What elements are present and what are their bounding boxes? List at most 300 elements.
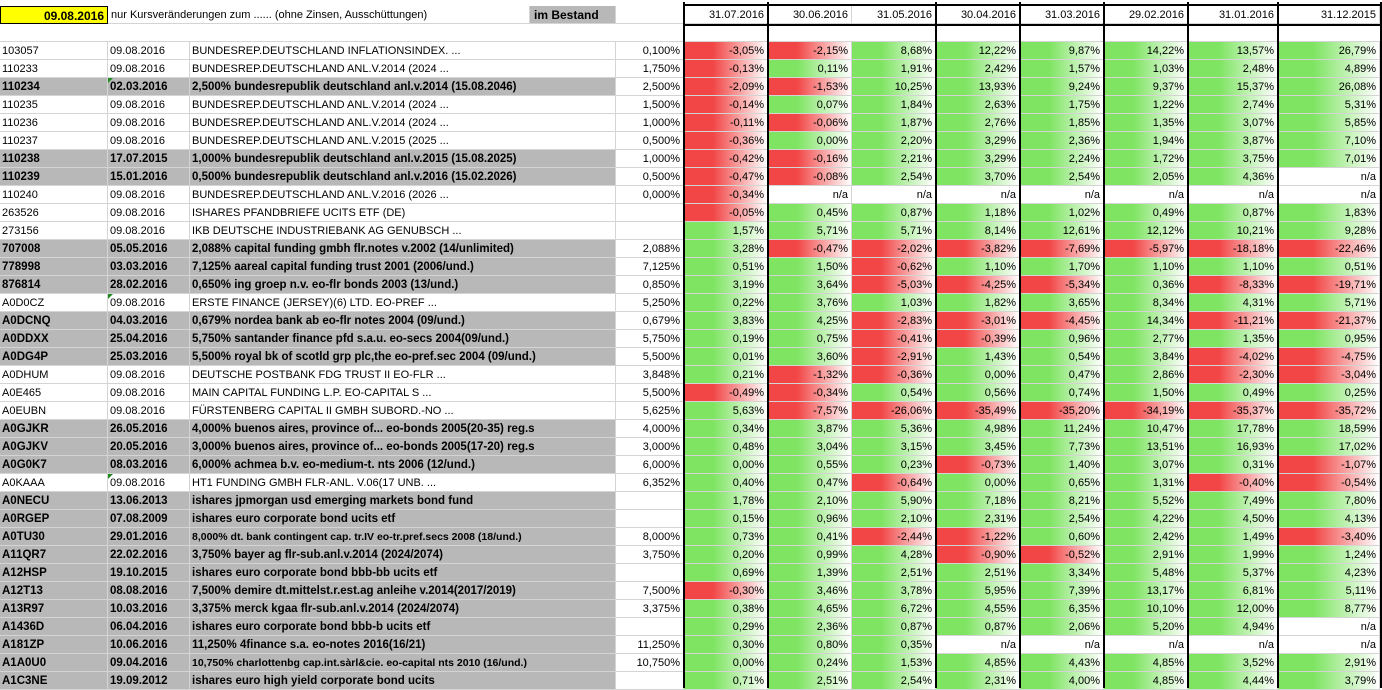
change-cell[interactable]: 1,50%: [768, 258, 852, 276]
change-cell[interactable]: 10,47%: [1104, 420, 1188, 438]
date-cell[interactable]: 04.03.2016: [108, 312, 190, 330]
change-cell[interactable]: 1,57%: [1020, 60, 1104, 78]
change-cell[interactable]: 0,20%: [684, 546, 768, 564]
change-cell[interactable]: -0,39%: [936, 330, 1020, 348]
change-cell[interactable]: 1,82%: [936, 294, 1020, 312]
change-cell[interactable]: 13,17%: [1104, 582, 1188, 600]
change-cell[interactable]: 1,57%: [684, 222, 768, 240]
change-cell[interactable]: 3,04%: [768, 438, 852, 456]
change-cell[interactable]: 7,10%: [1278, 132, 1380, 150]
date-cell[interactable]: 09.04.2016: [108, 654, 190, 672]
change-cell[interactable]: -2,83%: [852, 312, 936, 330]
change-cell[interactable]: 0,54%: [1020, 348, 1104, 366]
change-cell[interactable]: 13,93%: [936, 78, 1020, 96]
change-cell[interactable]: 3,52%: [1188, 654, 1278, 672]
change-cell[interactable]: 10,25%: [852, 78, 936, 96]
wkn-cell[interactable]: 273156: [0, 222, 108, 240]
change-cell[interactable]: n/a: [1278, 168, 1380, 186]
change-cell[interactable]: 4,50%: [1188, 510, 1278, 528]
change-cell[interactable]: 0,47%: [768, 474, 852, 492]
change-cell[interactable]: 6,81%: [1188, 582, 1278, 600]
date-cell[interactable]: 09.08.2016: [108, 222, 190, 240]
change-cell[interactable]: 3,34%: [1020, 564, 1104, 582]
date-cell[interactable]: 09.08.2016: [108, 60, 190, 78]
change-cell[interactable]: 0,55%: [768, 456, 852, 474]
date-cell[interactable]: 09.08.2016: [108, 204, 190, 222]
change-cell[interactable]: -0,62%: [852, 258, 936, 276]
change-cell[interactable]: 4,22%: [1104, 510, 1188, 528]
change-cell[interactable]: -2,15%: [768, 42, 852, 60]
wkn-cell[interactable]: A0KAAA: [0, 474, 108, 492]
change-cell[interactable]: -19,71%: [1278, 276, 1380, 294]
date-cell[interactable]: 25.04.2016: [108, 330, 190, 348]
coupon-cell[interactable]: 5,500%: [616, 384, 684, 402]
change-cell[interactable]: n/a: [852, 186, 936, 204]
change-cell[interactable]: 5,31%: [1278, 96, 1380, 114]
change-cell[interactable]: 0,87%: [936, 618, 1020, 636]
change-cell[interactable]: -21,37%: [1278, 312, 1380, 330]
change-cell[interactable]: 0,51%: [1278, 258, 1380, 276]
change-cell[interactable]: 3,07%: [1188, 114, 1278, 132]
name-cell[interactable]: ishares euro corporate bond bbb-bb ucits etf: [190, 564, 616, 582]
change-cell[interactable]: 0,21%: [684, 366, 768, 384]
coupon-cell[interactable]: 3,375%: [616, 600, 684, 618]
change-cell[interactable]: 0,00%: [936, 474, 1020, 492]
change-cell[interactable]: 2,54%: [852, 168, 936, 186]
wkn-cell[interactable]: 110240: [0, 186, 108, 204]
change-cell[interactable]: 1,78%: [684, 492, 768, 510]
change-cell[interactable]: 2,36%: [1020, 132, 1104, 150]
change-cell[interactable]: -0,47%: [768, 240, 852, 258]
coupon-cell[interactable]: 6,352%: [616, 474, 684, 492]
change-cell[interactable]: 5,11%: [1278, 582, 1380, 600]
change-cell[interactable]: 4,65%: [768, 600, 852, 618]
bestand-cell[interactable]: im Bestand: [530, 6, 616, 24]
change-cell[interactable]: -0,05%: [684, 204, 768, 222]
name-cell[interactable]: 3,375% merck kgaa flr-sub.anl.v.2014 (2024/2074): [190, 600, 616, 618]
change-cell[interactable]: 3,19%: [684, 276, 768, 294]
change-cell[interactable]: 4,44%: [1188, 672, 1278, 690]
change-cell[interactable]: -1,07%: [1278, 456, 1380, 474]
change-cell[interactable]: n/a: [1020, 186, 1104, 204]
change-cell[interactable]: 1,03%: [852, 294, 936, 312]
date-cell[interactable]: 06.04.2016: [108, 618, 190, 636]
change-cell[interactable]: 1,35%: [1188, 330, 1278, 348]
change-cell[interactable]: 4,23%: [1278, 564, 1380, 582]
name-cell[interactable]: 6,000% achmea b.v. eo-medium-t. nts 2006 (12/und.): [190, 456, 616, 474]
name-cell[interactable]: BUNDESREP.DEUTSCHLAND ANL.V.2016 (2026 ...: [190, 186, 616, 204]
change-cell[interactable]: 12,12%: [1104, 222, 1188, 240]
wkn-cell[interactable]: 876814: [0, 276, 108, 294]
date-cell[interactable]: 10.06.2016: [108, 636, 190, 654]
change-cell[interactable]: 0,54%: [852, 384, 936, 402]
date-cell[interactable]: 19.09.2012: [108, 672, 190, 690]
change-cell[interactable]: n/a: [1188, 186, 1278, 204]
change-cell[interactable]: -0,41%: [852, 330, 936, 348]
change-cell[interactable]: 3,84%: [1104, 348, 1188, 366]
name-cell[interactable]: BUNDESREP.DEUTSCHLAND INFLATIONSINDEX. ...: [190, 42, 616, 60]
date-cell[interactable]: 17.07.2015: [108, 150, 190, 168]
change-cell[interactable]: 0,31%: [1188, 456, 1278, 474]
name-cell[interactable]: 5,750% santander finance pfd s.a.u. eo-secs 2004(09/und.): [190, 330, 616, 348]
name-cell[interactable]: 10,750% charlottenbg cap.int.sàrl&cie. eo-capital nts 2010 (16/und.): [190, 654, 616, 672]
wkn-cell[interactable]: A12HSP: [0, 564, 108, 582]
change-cell[interactable]: -0,40%: [1188, 474, 1278, 492]
change-cell[interactable]: -0,16%: [768, 150, 852, 168]
change-cell[interactable]: 2,51%: [768, 672, 852, 690]
change-cell[interactable]: 0,30%: [684, 636, 768, 654]
change-cell[interactable]: 5,52%: [1104, 492, 1188, 510]
name-cell[interactable]: HT1 FUNDING GMBH FLR-ANL. V.06(17 UNB. ...: [190, 474, 616, 492]
change-cell[interactable]: 8,34%: [1104, 294, 1188, 312]
change-cell[interactable]: 0,75%: [768, 330, 852, 348]
change-cell[interactable]: 2,36%: [768, 618, 852, 636]
wkn-cell[interactable]: A1A0U0: [0, 654, 108, 672]
coupon-cell[interactable]: 1,500%: [616, 96, 684, 114]
change-cell[interactable]: 7,18%: [936, 492, 1020, 510]
change-cell[interactable]: 5,36%: [852, 420, 936, 438]
change-cell[interactable]: 14,34%: [1104, 312, 1188, 330]
change-cell[interactable]: 2,63%: [936, 96, 1020, 114]
change-cell[interactable]: 1,35%: [1104, 114, 1188, 132]
change-cell[interactable]: n/a: [1278, 636, 1380, 654]
date-cell[interactable]: 28.02.2016: [108, 276, 190, 294]
change-cell[interactable]: 11,24%: [1020, 420, 1104, 438]
change-cell[interactable]: 4,43%: [1020, 654, 1104, 672]
change-cell[interactable]: 0,00%: [936, 366, 1020, 384]
change-cell[interactable]: 0,41%: [768, 528, 852, 546]
change-cell[interactable]: 14,22%: [1104, 42, 1188, 60]
date-cell[interactable]: 09.08.2016: [108, 294, 190, 312]
change-cell[interactable]: 2,20%: [852, 132, 936, 150]
change-cell[interactable]: -2,02%: [852, 240, 936, 258]
name-cell[interactable]: 8,000% dt. bank contingent cap. tr.IV eo-tr.pref.secs 2008 (18/und.): [190, 528, 616, 546]
coupon-cell[interactable]: 4,000%: [616, 420, 684, 438]
change-cell[interactable]: 3,79%: [1278, 672, 1380, 690]
change-cell[interactable]: 9,24%: [1020, 78, 1104, 96]
change-cell[interactable]: 0,38%: [684, 600, 768, 618]
date-cell[interactable]: 09.08.2016: [108, 186, 190, 204]
change-cell[interactable]: -0,52%: [1020, 546, 1104, 564]
change-cell[interactable]: 0,73%: [684, 528, 768, 546]
name-cell[interactable]: 3,000% buenos aires, province of... eo-bonds 2005(17-20) reg.s: [190, 438, 616, 456]
date-cell[interactable]: 20.05.2016: [108, 438, 190, 456]
coupon-cell[interactable]: 2,088%: [616, 240, 684, 258]
date-cell[interactable]: 07.08.2009: [108, 510, 190, 528]
change-cell[interactable]: 3,75%: [1188, 150, 1278, 168]
name-cell[interactable]: BUNDESREP.DEUTSCHLAND ANL.V.2015 (2025 ...: [190, 132, 616, 150]
change-cell[interactable]: -3,01%: [936, 312, 1020, 330]
change-cell[interactable]: 2,51%: [852, 564, 936, 582]
wkn-cell[interactable]: 103057: [0, 42, 108, 60]
change-cell[interactable]: -35,49%: [936, 402, 1020, 420]
change-cell[interactable]: 0,74%: [1020, 384, 1104, 402]
wkn-cell[interactable]: 110239: [0, 168, 108, 186]
wkn-cell[interactable]: 110236: [0, 114, 108, 132]
change-cell[interactable]: -26,06%: [852, 402, 936, 420]
change-cell[interactable]: 0,25%: [1278, 384, 1380, 402]
change-cell[interactable]: 0,45%: [768, 204, 852, 222]
change-cell[interactable]: 3,78%: [852, 582, 936, 600]
change-cell[interactable]: 7,49%: [1188, 492, 1278, 510]
change-cell[interactable]: -3,40%: [1278, 528, 1380, 546]
date-cell[interactable]: 09.08.2016: [108, 42, 190, 60]
change-cell[interactable]: 0,22%: [684, 294, 768, 312]
coupon-cell[interactable]: 0,000%: [616, 186, 684, 204]
change-cell[interactable]: 1,03%: [1104, 60, 1188, 78]
change-cell[interactable]: -3,04%: [1278, 366, 1380, 384]
change-cell[interactable]: 3,29%: [936, 150, 1020, 168]
change-cell[interactable]: 0,35%: [852, 636, 936, 654]
date-cell[interactable]: 19.10.2015: [108, 564, 190, 582]
change-cell[interactable]: 2,05%: [1104, 168, 1188, 186]
change-cell[interactable]: 1,24%: [1278, 546, 1380, 564]
coupon-cell[interactable]: [616, 510, 684, 528]
date-cell[interactable]: 03.03.2016: [108, 258, 190, 276]
change-cell[interactable]: 9,28%: [1278, 222, 1380, 240]
change-cell[interactable]: 2,74%: [1188, 96, 1278, 114]
change-cell[interactable]: 4,85%: [1104, 654, 1188, 672]
name-cell[interactable]: 0,679% nordea bank ab eo-flr notes 2004 (09/und.): [190, 312, 616, 330]
wkn-cell[interactable]: A0TU30: [0, 528, 108, 546]
change-cell[interactable]: -35,72%: [1278, 402, 1380, 420]
change-cell[interactable]: n/a: [936, 636, 1020, 654]
name-cell[interactable]: 11,250% 4finance s.a. eo-notes 2016(16/21): [190, 636, 616, 654]
change-cell[interactable]: 4,89%: [1278, 60, 1380, 78]
wkn-cell[interactable]: A0DCNQ: [0, 312, 108, 330]
change-cell[interactable]: 1,85%: [1020, 114, 1104, 132]
change-cell[interactable]: 1,91%: [852, 60, 936, 78]
change-cell[interactable]: -8,33%: [1188, 276, 1278, 294]
coupon-cell[interactable]: 5,500%: [616, 348, 684, 366]
change-cell[interactable]: 8,77%: [1278, 600, 1380, 618]
wkn-cell[interactable]: 110233: [0, 60, 108, 78]
change-cell[interactable]: -4,02%: [1188, 348, 1278, 366]
change-cell[interactable]: 18,59%: [1278, 420, 1380, 438]
change-cell[interactable]: 6,72%: [852, 600, 936, 618]
change-cell[interactable]: n/a: [1188, 636, 1278, 654]
wkn-cell[interactable]: 110235: [0, 96, 108, 114]
name-cell[interactable]: 0,500% bundesrepublik deutschland anl.v.2016 (15.02.2026): [190, 168, 616, 186]
change-cell[interactable]: 0,80%: [768, 636, 852, 654]
name-cell[interactable]: 5,500% royal bk of scotld grp plc,the eo-pref.sec 2004 (09/und.): [190, 348, 616, 366]
change-cell[interactable]: 1,43%: [936, 348, 1020, 366]
change-cell[interactable]: 3,64%: [768, 276, 852, 294]
change-cell[interactable]: -3,82%: [936, 240, 1020, 258]
change-cell[interactable]: 0,49%: [1188, 384, 1278, 402]
date-cell[interactable]: 08.08.2016: [108, 582, 190, 600]
change-cell[interactable]: -0,54%: [1278, 474, 1380, 492]
change-cell[interactable]: -0,08%: [768, 168, 852, 186]
change-cell[interactable]: -35,20%: [1020, 402, 1104, 420]
change-cell[interactable]: 0,60%: [1020, 528, 1104, 546]
change-cell[interactable]: 13,57%: [1188, 42, 1278, 60]
change-cell[interactable]: 0,51%: [684, 258, 768, 276]
wkn-cell[interactable]: 110238: [0, 150, 108, 168]
change-cell[interactable]: -35,37%: [1188, 402, 1278, 420]
wkn-cell[interactable]: A0EUBN: [0, 402, 108, 420]
change-cell[interactable]: n/a: [936, 186, 1020, 204]
change-cell[interactable]: 1,84%: [852, 96, 936, 114]
change-cell[interactable]: 0,11%: [768, 60, 852, 78]
name-cell[interactable]: MAIN CAPITAL FUNDING L.P. EO-CAPITAL S ...: [190, 384, 616, 402]
name-cell[interactable]: ishares euro corporate bond bbb-b ucits etf: [190, 618, 616, 636]
change-cell[interactable]: 1,53%: [852, 654, 936, 672]
change-cell[interactable]: 1,10%: [936, 258, 1020, 276]
change-cell[interactable]: 26,08%: [1278, 78, 1380, 96]
change-cell[interactable]: 0,00%: [768, 132, 852, 150]
date-cell[interactable]: 09.08.2016: [108, 366, 190, 384]
change-cell[interactable]: 2,42%: [936, 60, 1020, 78]
change-cell[interactable]: 0,96%: [1020, 330, 1104, 348]
date-cell[interactable]: 09.08.2016: [108, 96, 190, 114]
change-cell[interactable]: 7,80%: [1278, 492, 1380, 510]
name-cell[interactable]: ishares euro high yield corporate bond ucits: [190, 672, 616, 690]
coupon-cell[interactable]: 3,750%: [616, 546, 684, 564]
wkn-cell[interactable]: A0E465: [0, 384, 108, 402]
change-cell[interactable]: 0,40%: [684, 474, 768, 492]
wkn-cell[interactable]: A1436D: [0, 618, 108, 636]
date-cell[interactable]: 09.08.2016: [108, 384, 190, 402]
name-cell[interactable]: BUNDESREP.DEUTSCHLAND ANL.V.2014 (2024 ...: [190, 96, 616, 114]
change-cell[interactable]: 1,50%: [1104, 384, 1188, 402]
change-cell[interactable]: 1,02%: [1020, 204, 1104, 222]
change-cell[interactable]: 2,06%: [1020, 618, 1104, 636]
name-cell[interactable]: ISHARES PFANDBRIEFE UCITS ETF (DE): [190, 204, 616, 222]
change-cell[interactable]: 12,61%: [1020, 222, 1104, 240]
change-cell[interactable]: n/a: [1104, 636, 1188, 654]
change-cell[interactable]: 7,39%: [1020, 582, 1104, 600]
change-cell[interactable]: -0,34%: [768, 384, 852, 402]
change-cell[interactable]: 2,77%: [1104, 330, 1188, 348]
change-cell[interactable]: 0,15%: [684, 510, 768, 528]
change-cell[interactable]: 2,54%: [1020, 510, 1104, 528]
coupon-cell[interactable]: 1,750%: [616, 60, 684, 78]
change-cell[interactable]: 1,10%: [1188, 258, 1278, 276]
change-cell[interactable]: 4,94%: [1188, 618, 1278, 636]
wkn-cell[interactable]: 110237: [0, 132, 108, 150]
change-cell[interactable]: 1,75%: [1020, 96, 1104, 114]
change-cell[interactable]: 5,63%: [684, 402, 768, 420]
header-blank-cell[interactable]: [616, 6, 684, 24]
change-cell[interactable]: 7,01%: [1278, 150, 1380, 168]
change-cell[interactable]: -11,21%: [1188, 312, 1278, 330]
change-cell[interactable]: 0,01%: [684, 348, 768, 366]
change-cell[interactable]: n/a: [768, 186, 852, 204]
change-cell[interactable]: 0,23%: [852, 456, 936, 474]
change-cell[interactable]: -0,36%: [852, 366, 936, 384]
change-cell[interactable]: -2,30%: [1188, 366, 1278, 384]
change-cell[interactable]: 0,34%: [684, 420, 768, 438]
wkn-cell[interactable]: A12T13: [0, 582, 108, 600]
change-cell[interactable]: 2,76%: [936, 114, 1020, 132]
change-cell[interactable]: 2,51%: [936, 564, 1020, 582]
change-cell[interactable]: 16,93%: [1188, 438, 1278, 456]
name-cell[interactable]: DEUTSCHE POSTBANK FDG TRUST II EO-FLR ...: [190, 366, 616, 384]
change-cell[interactable]: 6,35%: [1020, 600, 1104, 618]
name-cell[interactable]: 2,500% bundesrepublik deutschland anl.v.2014 (15.08.2046): [190, 78, 616, 96]
coupon-cell[interactable]: 0,850%: [616, 276, 684, 294]
period-header[interactable]: 31.12.2015: [1278, 6, 1380, 24]
change-cell[interactable]: 5,85%: [1278, 114, 1380, 132]
change-cell[interactable]: 15,37%: [1188, 78, 1278, 96]
change-cell[interactable]: 3,15%: [852, 438, 936, 456]
name-cell[interactable]: IKB DEUTSCHE INDUSTRIEBANK AG GENUBSCH ...: [190, 222, 616, 240]
change-cell[interactable]: 2,24%: [1020, 150, 1104, 168]
name-cell[interactable]: ishares jpmorgan usd emerging markets bond fund: [190, 492, 616, 510]
change-cell[interactable]: -0,64%: [852, 474, 936, 492]
change-cell[interactable]: 2,10%: [768, 492, 852, 510]
change-cell[interactable]: -2,44%: [852, 528, 936, 546]
change-cell[interactable]: 0,99%: [768, 546, 852, 564]
change-cell[interactable]: 0,47%: [1020, 366, 1104, 384]
change-cell[interactable]: 2,48%: [1188, 60, 1278, 78]
change-cell[interactable]: 3,07%: [1104, 456, 1188, 474]
wkn-cell[interactable]: A0DHUM: [0, 366, 108, 384]
change-cell[interactable]: 5,71%: [1278, 294, 1380, 312]
change-cell[interactable]: 13,51%: [1104, 438, 1188, 456]
change-cell[interactable]: 1,18%: [936, 204, 1020, 222]
wkn-cell[interactable]: A0GJKR: [0, 420, 108, 438]
coupon-cell[interactable]: 7,125%: [616, 258, 684, 276]
name-cell[interactable]: BUNDESREP.DEUTSCHLAND ANL.V.2014 (2024 ...: [190, 114, 616, 132]
period-header[interactable]: 31.05.2016: [852, 6, 936, 24]
change-cell[interactable]: n/a: [1278, 618, 1380, 636]
change-cell[interactable]: 0,19%: [684, 330, 768, 348]
change-cell[interactable]: 2,10%: [852, 510, 936, 528]
change-cell[interactable]: 3,45%: [936, 438, 1020, 456]
change-cell[interactable]: 0,95%: [1278, 330, 1380, 348]
wkn-cell[interactable]: 263526: [0, 204, 108, 222]
change-cell[interactable]: 5,48%: [1104, 564, 1188, 582]
change-cell[interactable]: 3,87%: [768, 420, 852, 438]
change-cell[interactable]: 3,28%: [684, 240, 768, 258]
coupon-cell[interactable]: 6,000%: [616, 456, 684, 474]
change-cell[interactable]: 2,21%: [852, 150, 936, 168]
name-cell[interactable]: 4,000% buenos aires, province of... eo-bonds 2005(20-35) reg.s: [190, 420, 616, 438]
change-cell[interactable]: -1,53%: [768, 78, 852, 96]
date-cell[interactable]: 09.08.2016: [108, 402, 190, 420]
coupon-cell[interactable]: 8,000%: [616, 528, 684, 546]
change-cell[interactable]: 0,49%: [1104, 204, 1188, 222]
change-cell[interactable]: 2,86%: [1104, 366, 1188, 384]
wkn-cell[interactable]: A0RGEP: [0, 510, 108, 528]
change-cell[interactable]: 5,71%: [768, 222, 852, 240]
coupon-cell[interactable]: 0,500%: [616, 168, 684, 186]
change-cell[interactable]: 0,24%: [768, 654, 852, 672]
change-cell[interactable]: 1,31%: [1104, 474, 1188, 492]
wkn-cell[interactable]: A0GJKV: [0, 438, 108, 456]
change-cell[interactable]: 4,25%: [768, 312, 852, 330]
change-cell[interactable]: 5,37%: [1188, 564, 1278, 582]
change-cell[interactable]: 4,85%: [936, 654, 1020, 672]
change-cell[interactable]: 1,72%: [1104, 150, 1188, 168]
empty-cell[interactable]: [0, 24, 1380, 42]
change-cell[interactable]: 3,29%: [936, 132, 1020, 150]
change-cell[interactable]: -0,42%: [684, 150, 768, 168]
coupon-cell[interactable]: [616, 492, 684, 510]
wkn-cell[interactable]: A181ZP: [0, 636, 108, 654]
change-cell[interactable]: 1,70%: [1020, 258, 1104, 276]
change-cell[interactable]: 12,00%: [1188, 600, 1278, 618]
change-cell[interactable]: -5,97%: [1104, 240, 1188, 258]
coupon-cell[interactable]: 5,750%: [616, 330, 684, 348]
change-cell[interactable]: 10,21%: [1188, 222, 1278, 240]
period-header[interactable]: 29.02.2016: [1104, 6, 1188, 24]
change-cell[interactable]: -3,05%: [684, 42, 768, 60]
date-cell[interactable]: 25.03.2016: [108, 348, 190, 366]
wkn-cell[interactable]: A0DDXX: [0, 330, 108, 348]
